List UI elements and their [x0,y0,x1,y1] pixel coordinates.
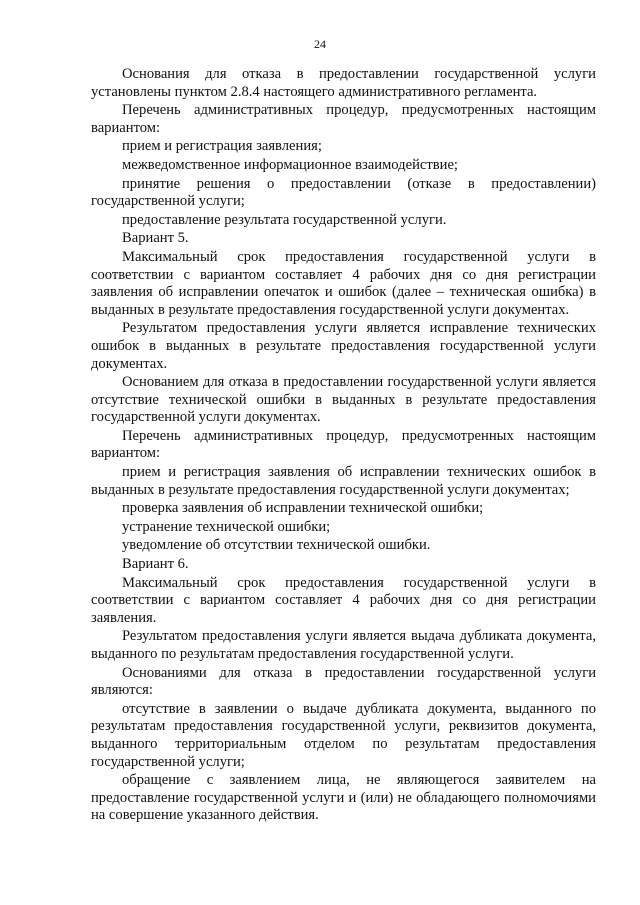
list-item-procedure: прием и регистрация заявления об исправлении технических ошибок в выданных в результате предоставления государственной услуги документах; [91,464,596,498]
paragraph-max-term: Максимальный срок предоставления государственной услуги в соответствии с вариантом составляет 4 рабочих дня со дня регистрации заявления. [91,574,596,626]
paragraph-procedures-heading: Перечень административных процедур, предусмотренных настоящим вариантом: [91,102,596,136]
variant-heading: Вариант 6. [122,556,189,573]
paragraph-result: Результатом предоставления услуги является исправление технических ошибок в выданных в результате предоставления государственной услуги документах. [91,320,596,372]
list-item-procedure: предоставление результата государственной услуги. [122,211,447,228]
list-item-refusal-ground: отсутствие в заявлении о выдаче дубликата документа, выданного по результатам предоставления государственной услуги, реквизитов документа, выданного территориальным отделом по результатам предоставления государственной услуги; [91,700,596,770]
list-item-procedure: устранение технической ошибки; [122,518,331,535]
list-item-procedure: прием и регистрация заявления; [122,138,322,155]
document-body [91,66,596,826]
list-item-refusal-ground: обращение с заявлением лица, не являющегося заявителем на предоставление государственной услуги и (или) не обладающего полномочиями на совершение указанного действия. [91,772,596,824]
list-item-procedure: межведомственное информационное взаимодействие; [122,156,458,173]
variant-heading: Вариант 5. [122,230,189,247]
page-number: 24 [314,37,326,51]
paragraph-procedures-heading: Перечень административных процедур, предусмотренных настоящим вариантом: [91,427,596,462]
list-item-procedure: уведомление об отсутствии технической ошибки. [122,537,431,554]
paragraph-result: Результатом предоставления услуги является выдача дубликата документа, выданного по результатам предоставления государственной услуги. [91,628,596,662]
paragraph-refusal-grounds-reference: Основания для отказа в предоставлении государственной услуги установлены пунктом 2.8.4 настоящего административного регламента. [91,66,596,100]
list-item-procedure: принятие решения о предоставлении (отказе в предоставлении) государственной услуги; [91,175,596,210]
list-item-procedure: проверка заявления об исправлении технической ошибки; [122,500,484,517]
paragraph-refusal-grounds-heading: Основаниями для отказа в предоставлении государственной услуги являются: [91,664,596,699]
paragraph-max-term: Максимальный срок предоставления государственной услуги в соответствии с вариантом составляет 4 рабочих дня со дня регистрации заявления об исправлении опечаток и ошибок (далее – техническая ошибка) в выданных в результате предоставления государственной услуги документах. [91,248,596,318]
paragraph-refusal-grounds: Основанием для отказа в предоставлении государственной услуги является отсутствие технической ошибки в выданных в результате предоставления государственной услуги документах. [91,374,596,426]
